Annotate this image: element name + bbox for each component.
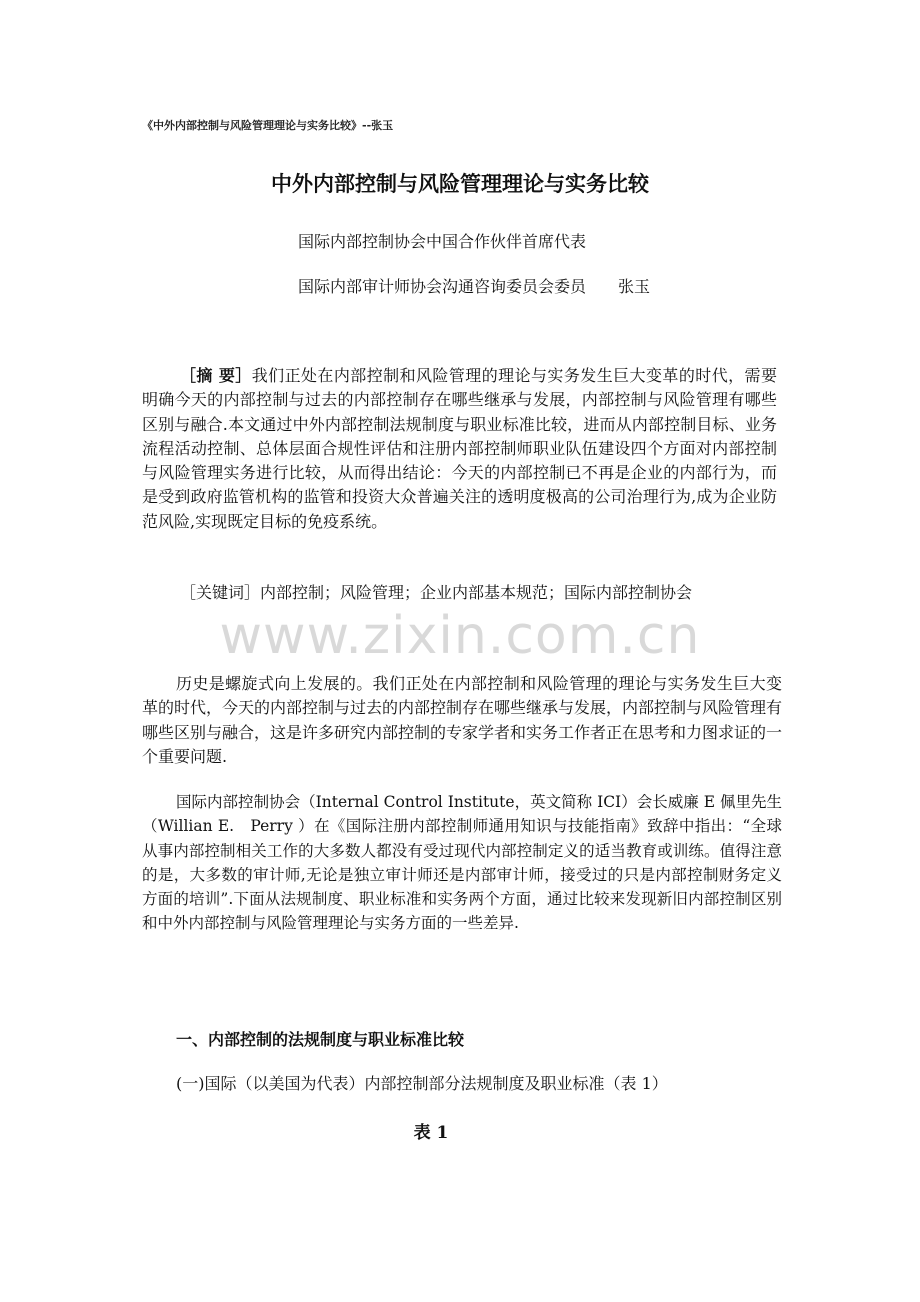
running-header: 《中外内部控制与风险管理理论与实务比较》--张玉 xyxy=(142,119,394,132)
keywords-label: ［关键词］ xyxy=(180,583,261,602)
section-heading: 一、内部控制的法规制度与职业标准比较 xyxy=(176,1030,465,1049)
author-affiliation-1: 国际内部控制协会中国合作伙伴首席代表 xyxy=(298,232,587,251)
watermark: www.zixin.com.cn xyxy=(219,606,701,666)
author-affiliation-2: 国际内部审计师协会沟通咨询委员会委员 张玉 xyxy=(298,277,651,296)
keywords-text: 内部控制；风险管理；企业内部基本规范；国际内部控制协会 xyxy=(260,583,693,602)
body-paragraph: 国际内部控制协会（Internal Control Institute，英文简称 ICI）会长威廉 E 佩里先生（Willian E. Perry ）在《国际注册内部控制师通用知识与技能指南》致辞中指出：“全球从事内部控制相关工作的大多数人都没有受过现代内部控制定义的适当教育或训练。值得注意的是，大多数的审计师,无论是独立审计师还是内部审计师，接受过的只是内部控制财务定义方面的培训”.下面从法规制度、职业标准和实务两个方面，通过比较来发现新旧内部控制区别和中外内部控制与风险管理理论与实务方面的一些差异. xyxy=(142,793,782,933)
table-label: 表 1 xyxy=(413,1123,449,1143)
abstract-text: 我们正处在内部控制和风险管理的理论与实务发生巨大变革的时代，需要明确今天的内部控制与过去的内部控制存在哪些继承与发展，内部控制与风险管理有哪些区别与融合.本文通过中外内部控制法规制度与职业标准比较，进而从内部控制目标、业务流程活动控制、总体层面合规性评估和注册内部控制师职业队伍建设四个方面对内部控制与风险管理实务进行比较，从而得出结论：今天的内部控制已不再是企业的内部行为，而是受到政府监管机构的监管和投资大众普遍关注的透明度极高的公司治理行为,成为企业防范风险,实现既定目标的免疫系统。 xyxy=(142,366,777,531)
keywords xyxy=(180,580,692,603)
document-title: 中外内部控制与风险管理理论与实务比较 xyxy=(271,172,649,196)
body-paragraph: 历史是螺旋式向上发展的。我们正处在内部控制和风险管理的理论与实务发生巨大变革的时代，今天的内部控制与过去的内部控制存在哪些继承与发展，内部控制与风险管理有哪些区别与融合，这是许多研究内部控制的专家学者和实务工作者正在思考和力图求证的一个重要问题. xyxy=(142,674,783,766)
subsection-heading: (一)国际（以美国为代表）内部控制部分法规制度及职业标准（表 1） xyxy=(176,1074,668,1093)
abstract-label: ［摘 要］ xyxy=(180,366,252,385)
abstract xyxy=(142,364,777,534)
